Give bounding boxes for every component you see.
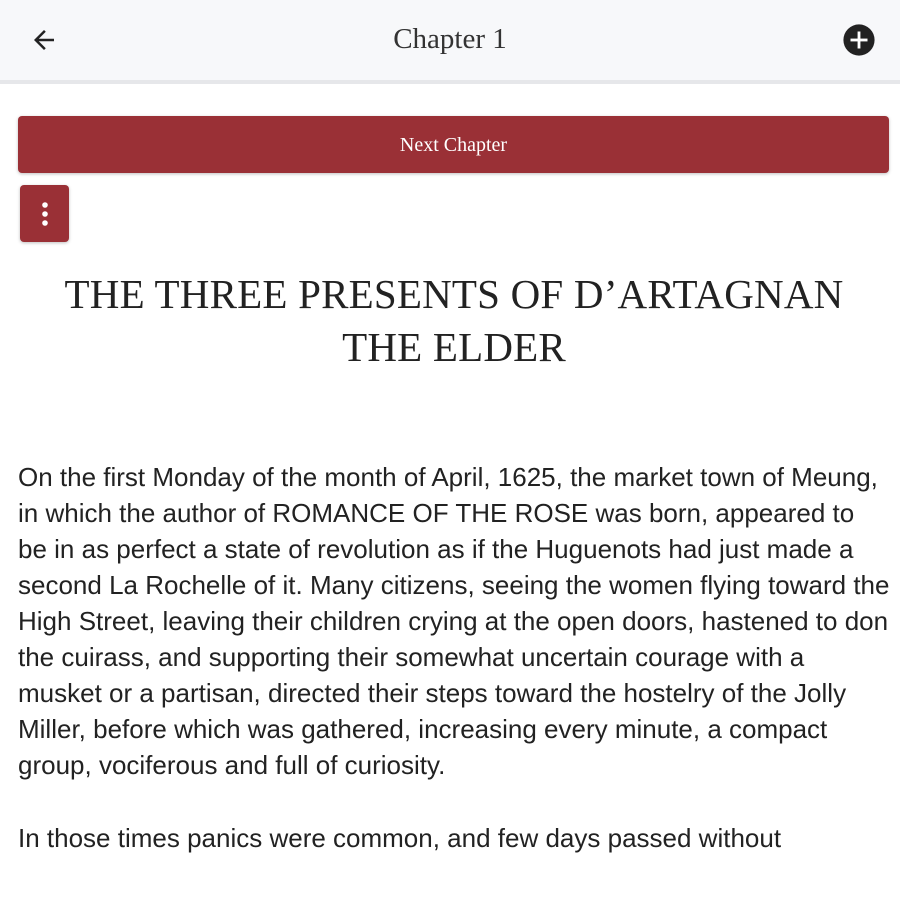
app-bar <box>0 0 900 84</box>
paragraph: On the first Monday of the month of April, 1625, the market town of Meung, in which the author of ROMANCE OF THE ROSE was born, appeared to be in as perfect a state of revolution as if the Huguenots had just made a second La Rochelle of it. Many citizens, seeing the women flying toward the High Street, leaving their children crying at the open doors, hastened to don the cuirass, and supporting their somewhat uncertain courage with a musket or a partisan, directed their steps toward the hostelry of the Jolly Miller, before which was gathered, increasing every minute, a compact group, vociferous and full of curiosity. <box>18 462 890 780</box>
more-options-button[interactable] <box>20 185 69 242</box>
chapter-body <box>18 459 890 893</box>
next-chapter-button[interactable]: Next Chapter <box>18 116 889 173</box>
plus-circle-icon <box>842 23 876 57</box>
page-title: Chapter 1 <box>393 23 507 55</box>
back-button[interactable] <box>22 20 66 60</box>
more-vertical-icon <box>40 199 50 229</box>
chapter-heading: THE THREE PRESENTS OF D’ARTAGNAN THE ELDER <box>64 271 844 370</box>
arrow-left-icon <box>29 25 59 55</box>
add-button[interactable] <box>836 18 882 62</box>
paragraph: In those times panics were common, and few days passed without <box>18 823 782 853</box>
